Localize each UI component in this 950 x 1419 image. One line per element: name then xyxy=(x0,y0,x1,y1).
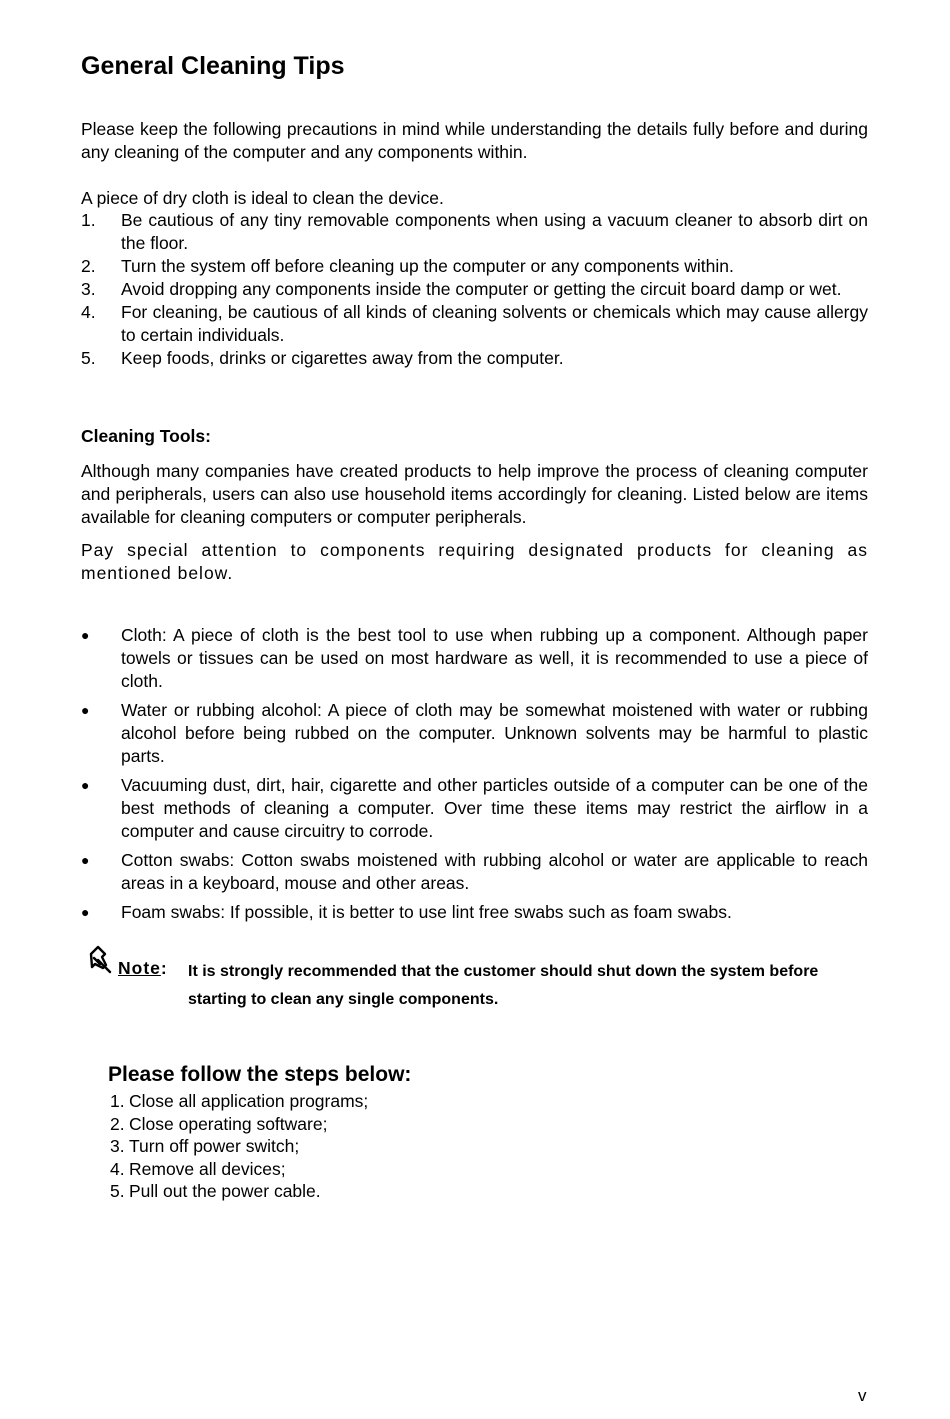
cleaning-tools-paragraph: Although many companies have created products to help improve the process of cleaning computer and peripherals, users can also use household items accordingly for cleaning. Listed below are items available for cleaning computers or computer peripherals. xyxy=(81,461,868,527)
precaution-item xyxy=(81,278,868,301)
page-number: v xyxy=(858,1386,867,1405)
step-item xyxy=(110,1113,368,1136)
bullet-icon: ● xyxy=(81,852,90,868)
precaution-item xyxy=(81,209,868,255)
bullet-icon: ● xyxy=(81,777,90,793)
precaution-number: 3. xyxy=(81,279,96,299)
step-item xyxy=(110,1135,368,1158)
step-item xyxy=(110,1158,368,1181)
special-attention-paragraph: Pay special attention to components requiring designated products for cleaning as mentioned below. xyxy=(81,540,868,583)
tool-text: Vacuuming dust, dirt, hair, cigarette and other particles outside of a computer can be one of the best methods of cleaning a computer. Over time these items may restrict the airflow in a computer and cause circuitry to corrode. xyxy=(121,775,868,841)
step-number: 1. xyxy=(110,1091,125,1111)
list-item xyxy=(81,901,868,924)
tool-text: Cotton swabs: Cotton swabs moistened with rubbing alcohol or water are applicable to reach areas in a keyboard, mouse and other areas. xyxy=(121,850,868,893)
precaution-text: For cleaning, be cautious of all kinds of cleaning solvents or chemicals which may cause allergy to certain individuals. xyxy=(121,302,868,345)
precaution-item xyxy=(81,255,868,278)
step-number: 2. xyxy=(110,1113,125,1134)
note-callout xyxy=(81,945,881,1015)
intro-paragraph: Please keep the following precautions in mind while understanding the details fully before and during any cleaning of the computer and any components within. xyxy=(81,119,868,162)
steps-heading: Please follow the steps below: xyxy=(108,1063,412,1086)
cleaning-tools-heading: Cleaning Tools: xyxy=(81,426,211,446)
list-item xyxy=(81,699,868,768)
step-number: 5. xyxy=(110,1181,125,1202)
precaution-number: 2. xyxy=(81,256,96,276)
precaution-text: Be cautious of any tiny removable components when using a vacuum cleaner to absorb dirt on the floor. xyxy=(121,210,868,253)
step-text: Close operating software; xyxy=(129,1113,328,1134)
cleaning-tools-list xyxy=(81,624,868,930)
precaution-text: Avoid dropping any components inside the computer or getting the circuit board damp or wet. xyxy=(121,279,842,299)
step-item xyxy=(110,1180,368,1203)
precaution-number: 5. xyxy=(81,348,96,368)
precaution-text: Keep foods, drinks or cigarettes away from the computer. xyxy=(121,348,564,368)
step-text: Remove all devices; xyxy=(129,1158,286,1179)
dry-cloth-paragraph: A piece of dry cloth is ideal to clean the device. xyxy=(81,188,444,208)
bullet-icon: ● xyxy=(81,627,90,643)
precaution-number: 1. xyxy=(81,210,96,230)
list-item xyxy=(81,624,868,693)
precaution-number: 4. xyxy=(81,302,96,322)
bullet-icon: ● xyxy=(81,904,90,920)
precaution-item xyxy=(81,301,868,347)
list-item xyxy=(81,849,868,895)
tool-text: Water or rubbing alcohol: A piece of cloth may be somewhat moistened with water or rubbing alcohol before being rubbed on the computer. Unknown solvents may be harmful to plastic parts. xyxy=(121,700,868,766)
pushpin-icon xyxy=(83,945,113,975)
bullet-icon: ● xyxy=(81,702,90,718)
note-text: It is strongly recommended that the customer should shut down the system before starting to clean any single components. xyxy=(188,963,819,1008)
precaution-item xyxy=(81,347,868,370)
precautions-list xyxy=(81,209,868,370)
step-item xyxy=(110,1090,368,1113)
list-item xyxy=(81,774,868,843)
note-label: Note: xyxy=(118,958,168,978)
step-text: Pull out the power cable. xyxy=(129,1181,321,1202)
page-title: General Cleaning Tips xyxy=(81,52,345,80)
step-text: Close all application programs; xyxy=(129,1091,369,1111)
tool-text: Cloth: A piece of cloth is the best tool to use when rubbing up a component. Although paper towels or tissues can be used on most hardware as well, it is recommended to use a piece of cloth. xyxy=(121,625,868,691)
tool-text: Foam swabs: If possible, it is better to use lint free swabs such as foam swabs. xyxy=(121,902,732,922)
step-number: 3. xyxy=(110,1136,125,1157)
steps-list xyxy=(110,1090,368,1203)
step-text: Turn off power switch; xyxy=(129,1136,300,1157)
step-number: 4. xyxy=(110,1158,125,1179)
precaution-text: Turn the system off before cleaning up the computer or any components within. xyxy=(121,256,734,276)
